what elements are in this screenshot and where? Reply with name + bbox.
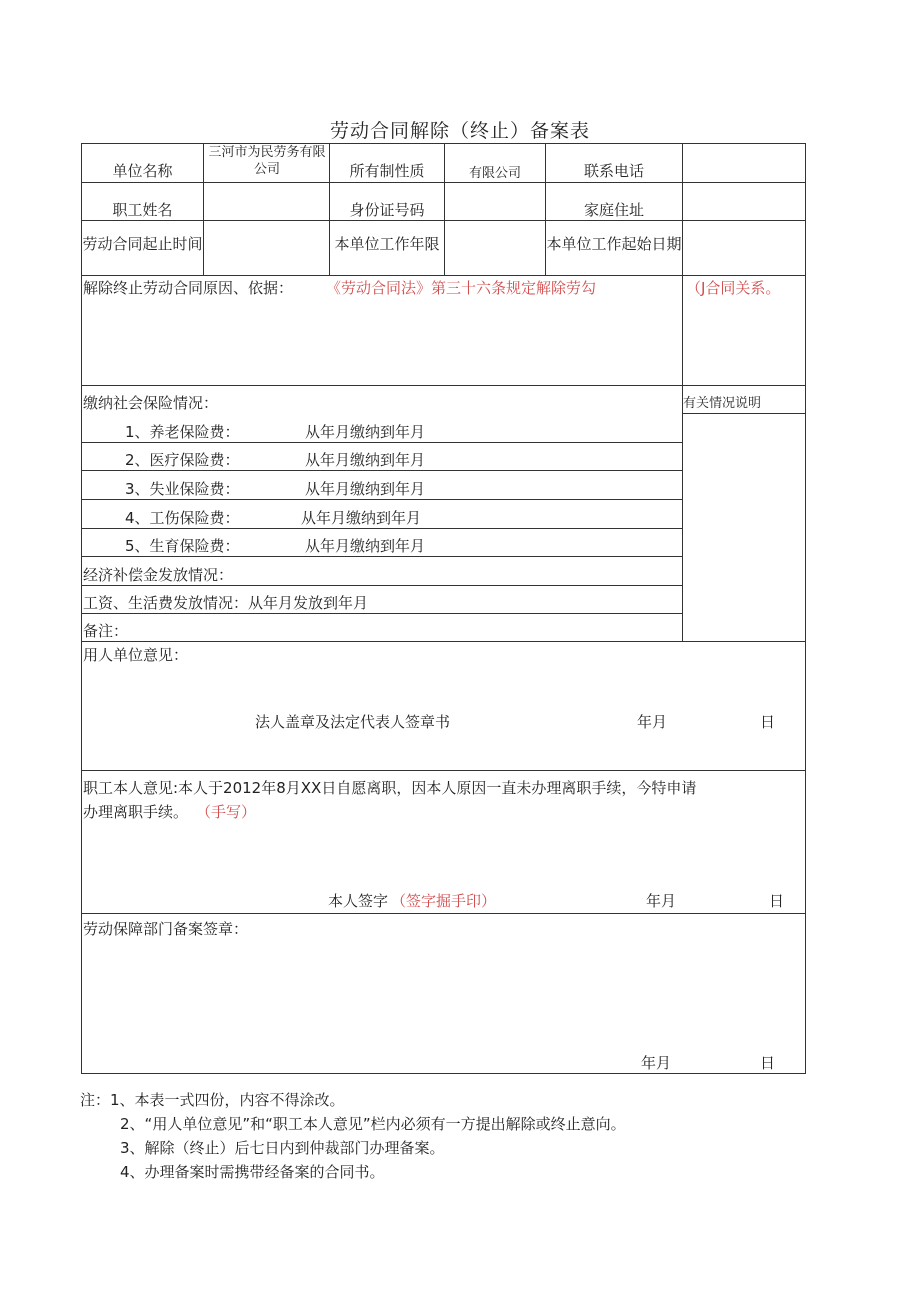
labor-dept-year-month: 年月 xyxy=(641,1054,672,1072)
compensation-label: 经济补偿金发放情况： xyxy=(83,566,234,584)
injury-insurance-period: 从年月缴纳到年月 xyxy=(301,509,422,527)
note-item: 4、办理备案时需携带经备案的合同书。 xyxy=(120,1163,385,1181)
maternity-insurance-label: 5、生育保险费： xyxy=(125,537,240,555)
unemployment-insurance-period: 从年月缴纳到年月 xyxy=(305,480,426,498)
employee-opinion-label: 职工本人意见:本人于2012年8月XX日自愿离职，因本人原因一直未办理离职手续，今特申请 xyxy=(83,779,697,797)
employer-year-month: 年月 xyxy=(637,713,668,731)
employee-signature-label: 本人签字 xyxy=(328,892,389,910)
reason-label: 解除终止劳动合同原因、依据： xyxy=(83,279,294,297)
unit-name-label: 单位名称 xyxy=(112,162,173,180)
ownership-label: 所有制性质 xyxy=(349,162,425,180)
start-date-label: 本单位工作起始日期 xyxy=(546,235,682,253)
labor-dept-label: 劳动保障部门备案签章： xyxy=(83,920,249,938)
insurance-label: 缴纳社会保险情况： xyxy=(83,394,219,412)
id-number-label: 身份证号码 xyxy=(349,201,425,219)
form-title: 劳动合同解除（终止）备案表 xyxy=(329,120,590,142)
note-item: 注：1、本表一式四份，内容不得涂改。 xyxy=(80,1091,345,1109)
contract-period-label: 劳动合同起止时间 xyxy=(82,235,203,253)
pension-insurance-label: 1、养老保险费： xyxy=(125,423,240,441)
phone-label: 联系电话 xyxy=(583,162,644,180)
unit-name-value: 三河市为民劳务有限公司 xyxy=(208,145,326,177)
note-item: 2、“用人单位意见”和“职工本人意见”栏内必须有一方提出解除或终止意向。 xyxy=(120,1115,626,1133)
employer-day: 日 xyxy=(760,713,776,731)
wages-label: 工资、生活费发放情况：从年月发放到年月 xyxy=(83,594,369,612)
pension-insurance-period: 从年月缴纳到年月 xyxy=(305,423,426,441)
maternity-insurance-period: 从年月缴纳到年月 xyxy=(305,537,426,555)
work-years-label: 本单位工作年限 xyxy=(334,235,440,253)
handwrite-note: （手写） xyxy=(196,803,257,821)
employee-year-month: 年月 xyxy=(646,892,677,910)
reason-value: 《劳动合同法》第三十六条规定解除劳勾 xyxy=(326,279,597,297)
employer-signature-label: 法人盖章及法定代表人签章书 xyxy=(255,713,451,731)
medical-insurance-period: 从年月缴纳到年月 xyxy=(305,451,426,469)
remarks-label: 备注： xyxy=(83,622,129,640)
employer-opinion-label: 用人单位意见： xyxy=(83,646,189,664)
related-info-label: 有关情况说明 xyxy=(683,396,762,411)
home-address-label: 家庭住址 xyxy=(583,201,644,219)
employee-opinion-continued: 办理离职手续。 xyxy=(83,803,189,821)
labor-dept-day: 日 xyxy=(760,1054,776,1072)
notes-section xyxy=(80,1088,626,1184)
signature-note: （签字掘手印） xyxy=(391,892,497,910)
medical-insurance-label: 2、医疗保险费： xyxy=(125,451,240,469)
ownership-value: 有限公司 xyxy=(468,166,521,181)
note-item: 3、解除（终止）后七日内到仲裁部门办理备案。 xyxy=(120,1139,445,1157)
unemployment-insurance-label: 3、失业保险费： xyxy=(125,480,240,498)
employee-day: 日 xyxy=(769,892,785,910)
injury-insurance-label: 4、工伤保险费： xyxy=(125,509,240,527)
employee-name-label: 职工姓名 xyxy=(112,201,173,219)
reason-value-continued: （J合同关系。 xyxy=(686,279,781,297)
